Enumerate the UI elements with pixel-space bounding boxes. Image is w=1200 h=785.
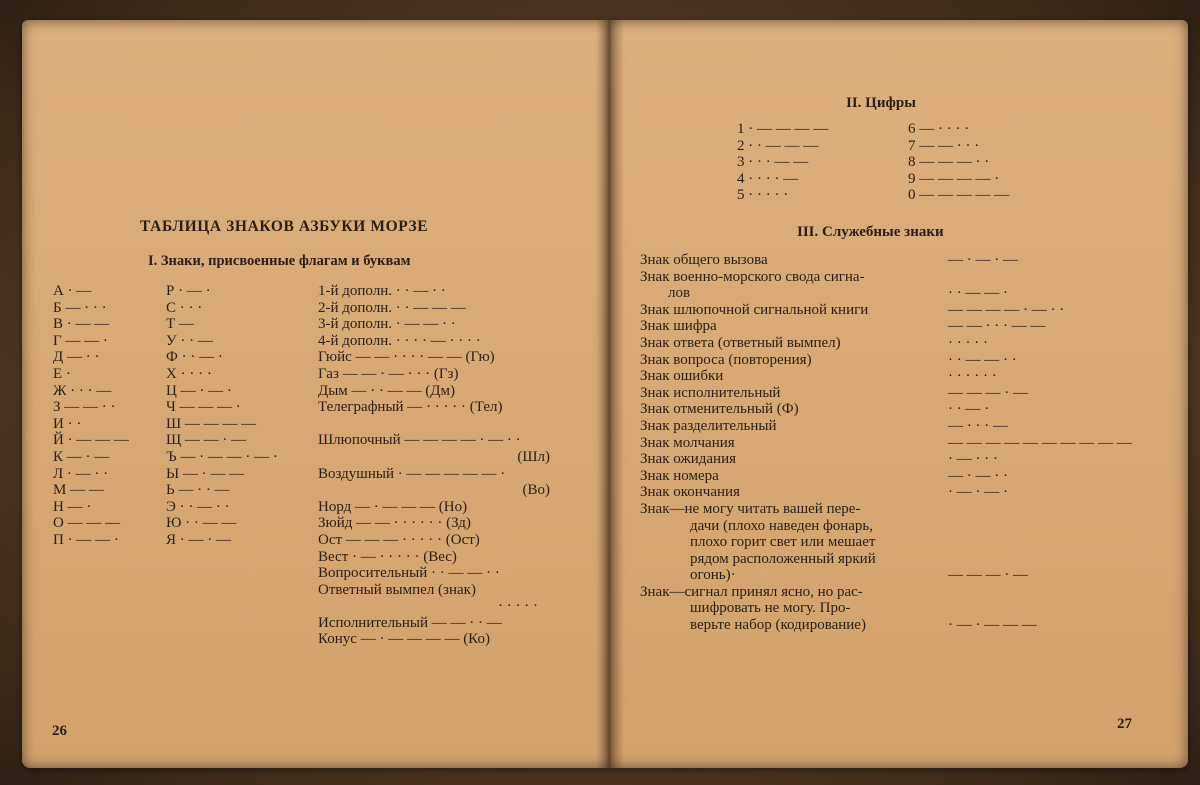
page-title: ТАБЛИЦА ЗНАКОВ АЗБУКИ МОРЗЕ (140, 218, 429, 235)
service-code: — — — — · — · · (948, 301, 1065, 318)
flag-row: Вест · — · · · · · (Вес) (318, 548, 457, 565)
letter-row: О — — — (53, 515, 121, 532)
flag-row: Телеграфный — · · · · · (Тел) (318, 399, 503, 416)
service-code: · · · · · · (948, 368, 997, 385)
digit-row: 3 · · · — — (737, 154, 809, 171)
letter-row: Ы — · — — (166, 465, 245, 482)
letter-row: Ц — · — · (166, 382, 232, 399)
section-title-digits: II. Цифры (846, 95, 916, 111)
service-code: — — — · — (948, 384, 1028, 401)
note-line: плохо горит свет или мешает (690, 534, 876, 551)
digit-row: 6 — · · · · (908, 121, 970, 137)
section-title-letters: I. Знаки, присвоенные флагам и буквам (148, 253, 411, 269)
digits-column-2 (908, 121, 1048, 204)
service-name: Знак шлюпочной сигнальной книги (640, 301, 869, 318)
letter-row: П · — — · (53, 531, 119, 548)
service-name: Знак ответа (ответный вымпел) (640, 334, 841, 351)
flag-row: Исполнительный — — · · — (318, 614, 502, 631)
letter-row: Е · (53, 365, 71, 382)
service-name: Знак отменительный (Ф) (640, 401, 799, 418)
service-code: · · — — · (948, 285, 1008, 302)
note-line: огонь)· (690, 567, 736, 584)
letter-row: Ш — — — — (166, 415, 257, 432)
service-name: Знак молчания (640, 434, 735, 451)
service-code: — — · · · — — (948, 318, 1046, 335)
service-name: Знак вопроса (повторения) (640, 351, 812, 368)
letter-row: А · — (53, 283, 92, 299)
letter-row: Б — · · · (53, 299, 107, 316)
service-name: Знак общего вызова (640, 252, 768, 268)
service-code: · · · · · (948, 334, 988, 351)
service-name: Знак ожидания (640, 451, 736, 468)
service-code: · · — · (948, 401, 990, 418)
letter-row: Ч — — — · (166, 399, 241, 416)
letter-row: Ю · · — — (166, 515, 237, 532)
digit-row: 8 — — — · · (908, 154, 990, 171)
service-codes-column (948, 252, 1132, 634)
note-line: верьте набор (кодирование) (690, 617, 866, 634)
page-number-left: 26 (52, 723, 67, 739)
flag-row: Норд — · — — — (Но) (318, 498, 468, 515)
digit-row: 2 · · — — — (737, 137, 819, 154)
letter-row: Г — — · (53, 332, 108, 349)
service-name: Знак исполнительный (640, 384, 781, 401)
digit-row: 1 · — — — — (737, 121, 829, 137)
flag-row: (Во) (522, 482, 550, 499)
flag-row: Гюйс — — · · · · — — (Гю) (318, 349, 495, 366)
page-number-right: 27 (1117, 716, 1132, 732)
letter-row: К — · — (53, 448, 110, 465)
flag-row: · · · · · (498, 598, 538, 615)
note-2-code: · — · — — — (948, 617, 1037, 634)
service-name: Знак окончания (640, 484, 740, 501)
digit-row: 9 — — — — · (908, 170, 1000, 187)
letter-row: Ж · · · — (53, 382, 112, 399)
digits-column-1 (737, 121, 867, 204)
note-line: дачи (плохо наведен фонарь, (690, 517, 874, 534)
flag-row: 4-й дополн. · · · · — · · · · (318, 332, 481, 349)
flag-row (318, 416, 568, 433)
letter-row: У · · — (166, 332, 213, 349)
letters-column-1 (53, 283, 163, 549)
flag-row: 2-й дополн. · · — — — (318, 299, 466, 316)
letter-row: Й · — — — (53, 432, 129, 449)
flag-row: Вопросительный · · — — · · (318, 565, 500, 582)
letter-row: В · — — (53, 316, 110, 333)
letter-row: Ь — · · — (166, 482, 230, 499)
letter-row: З — — · · (53, 399, 116, 416)
letter-row: Я · — · — (166, 531, 231, 548)
letter-row: Э · · — · · (166, 498, 230, 515)
note-line: Знак—сигнал принял ясно, но рас- (640, 583, 863, 600)
letter-row: Л · — · · (53, 465, 109, 482)
digit-row: 7 — — · · · (908, 137, 980, 154)
service-note-2 (640, 584, 960, 634)
letter-row: И · · (53, 415, 82, 432)
note-line: рядом расположенный яркий (690, 550, 876, 567)
service-name: лов (668, 285, 691, 302)
service-code: · · — — · · (948, 351, 1017, 368)
letter-row: М — — (53, 482, 104, 499)
letter-row: Т — (166, 316, 194, 333)
flag-row: 1-й дополн. · · — · · (318, 283, 446, 299)
flag-row: Ответный вымпел (знак) (318, 581, 476, 598)
service-name: Знак военно-морского свода сигна- (640, 268, 865, 285)
flag-row: Ост — — — · · · · · (Ост) (318, 531, 480, 548)
note-line: Знак—не могу читать вашей пере- (640, 500, 861, 517)
digit-row: 4 · · · · — (737, 170, 799, 187)
flag-row: Зюйд — — · · · · · · (Зд) (318, 515, 471, 532)
flag-row: Дым — · · — — (Дм) (318, 382, 456, 399)
flag-row: Воздушный · — — — — — · (318, 465, 506, 482)
letter-row: Н — · (53, 498, 92, 515)
letter-row: Р · — · (166, 283, 211, 299)
service-code: — · — · · (948, 467, 1008, 484)
service-code (948, 269, 1108, 286)
service-code: · — · — · (948, 484, 1008, 501)
note-1-code: — — — · — (948, 567, 1028, 584)
service-name: Знак номера (640, 467, 719, 484)
flag-row: (Шл) (517, 448, 550, 465)
flag-row: Газ — — · — · · · (Гз) (318, 365, 459, 382)
service-code: — — — — — — — — — — (948, 434, 1132, 451)
service-name: Знак ошибки (640, 368, 724, 385)
spacer (948, 584, 1108, 617)
service-code: · — · · · (948, 451, 998, 468)
flags-column (318, 283, 568, 648)
letter-row: Ъ — · — — · — · (166, 448, 278, 465)
flag-row: 3-й дополн. · — — · · (318, 316, 456, 333)
spacer (948, 501, 1108, 567)
letter-row: Щ — — · — (166, 432, 247, 449)
service-note-1 (640, 501, 960, 584)
digit-row: 0 — — — — — (908, 187, 1010, 204)
service-code: — · — · — (948, 252, 1018, 268)
letter-row: Х · · · · (166, 365, 212, 382)
service-code: — · · · — (948, 417, 1008, 434)
section-title-service: III. Служебные знаки (797, 224, 944, 240)
letter-row: С · · · (166, 299, 203, 316)
service-name: Знак шифра (640, 318, 717, 335)
flag-row: Конус — · — — — — (Ко) (318, 631, 490, 648)
letters-column-2 (166, 283, 316, 549)
flag-row: Шлюпочный — — — — · — · · (318, 432, 521, 449)
letter-row: Д — · · (53, 349, 100, 366)
letter-row: Ф · · — · (166, 349, 223, 366)
service-name: Знак разделительный (640, 417, 777, 434)
digit-row: 5 · · · · · (737, 187, 789, 204)
service-names-column (640, 252, 960, 634)
note-line: шифровать не могу. Про- (690, 600, 851, 617)
